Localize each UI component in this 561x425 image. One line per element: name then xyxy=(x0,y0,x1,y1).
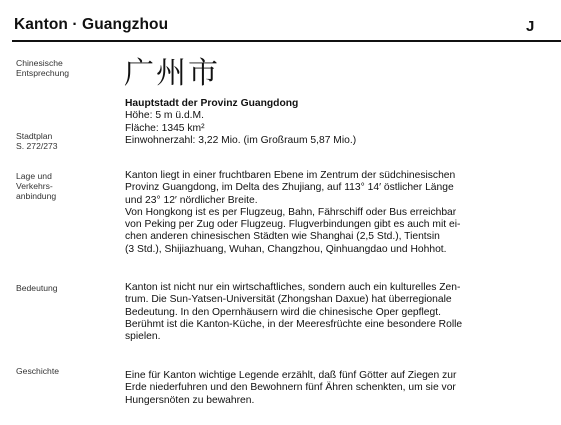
bedeutung-label: Bedeutung xyxy=(16,283,58,293)
facts-block xyxy=(125,98,356,147)
facts-line: Einwohnerzahl: 3,22 Mio. (im Großraum 5,87 Mio.) xyxy=(125,134,357,146)
bedeutung-line: Kanton ist nicht nur ein wirtschaftliches, sondern auch ein kulturelles Zen- xyxy=(125,282,461,293)
geschichte-text xyxy=(125,370,456,407)
lage-label: Lage und Verkehrs- anbindung xyxy=(16,171,57,201)
facts-heading: Hauptstadt der Provinz Guangdong xyxy=(125,98,299,109)
page-marker: J xyxy=(526,18,535,35)
lage-line: Provinz Guangdong, im Delta des Zhujiang, auf 113° 14′ östlicher Länge xyxy=(125,182,454,194)
header-rule xyxy=(12,40,561,42)
lage-line: Kanton liegt in einer fruchtbaren Ebene im Zentrum der südchinesischen xyxy=(125,170,456,181)
bedeutung-line: Berühmt ist die Kanton-Küche, in der Meeresfrüchte eine besondere Rolle xyxy=(125,318,463,330)
lage-line: Von Hongkong ist es per Flugzeug, Bahn, Fährschiff oder Bus erreichbar xyxy=(125,206,457,218)
stadtplan-label: Stadtplan S. 272/273 xyxy=(16,131,58,151)
facts-line: Höhe: 5 m ü.d.M. xyxy=(125,110,204,122)
bedeutung-line: trum. Die Sun-Yatsen-Universität (Zhongshan Daxue) hat überregionale xyxy=(125,294,452,306)
bedeutung-text xyxy=(125,282,462,343)
geschichte-line: Erde niederfuhren und den Bewohnern fünf Ähren schenkten, um sie vor xyxy=(125,382,456,394)
bedeutung-line: spielen. xyxy=(125,331,161,343)
lage-line: chen anderen chinesischen Städten wie Shanghai (2,5 Std.), Tientsin xyxy=(125,231,440,243)
lage-text xyxy=(125,170,460,256)
lage-line: und 23° 12′ nördlicher Breite. xyxy=(125,194,258,206)
chinese-characters: 广州市 xyxy=(124,56,220,91)
geschichte-line: Eine für Kanton wichtige Legende erzählt, daß fünf Götter auf Ziegen zur xyxy=(125,370,457,381)
bedeutung-line: Bedeutung. In den Opernhäusern wird die chinesische Oper gepflegt. xyxy=(125,306,441,318)
geschichte-label: Geschichte xyxy=(16,366,59,376)
page-title: Kanton · Guangzhou xyxy=(14,16,169,33)
chinese-label: Chinesische Entsprechung xyxy=(16,58,70,78)
geschichte-line: Hungersnöten zu bewahren. xyxy=(125,394,255,406)
lage-line: von Peking per Zug oder Flugzeug. Flugverbindungen gibt es auch mit ei- xyxy=(125,219,461,231)
lage-line: (3 Std.), Shijiazhuang, Wuhan, Changzhou, Qinhuangdao und Hohhot. xyxy=(125,243,447,255)
facts-line: Fläche: 1345 km² xyxy=(125,122,205,134)
